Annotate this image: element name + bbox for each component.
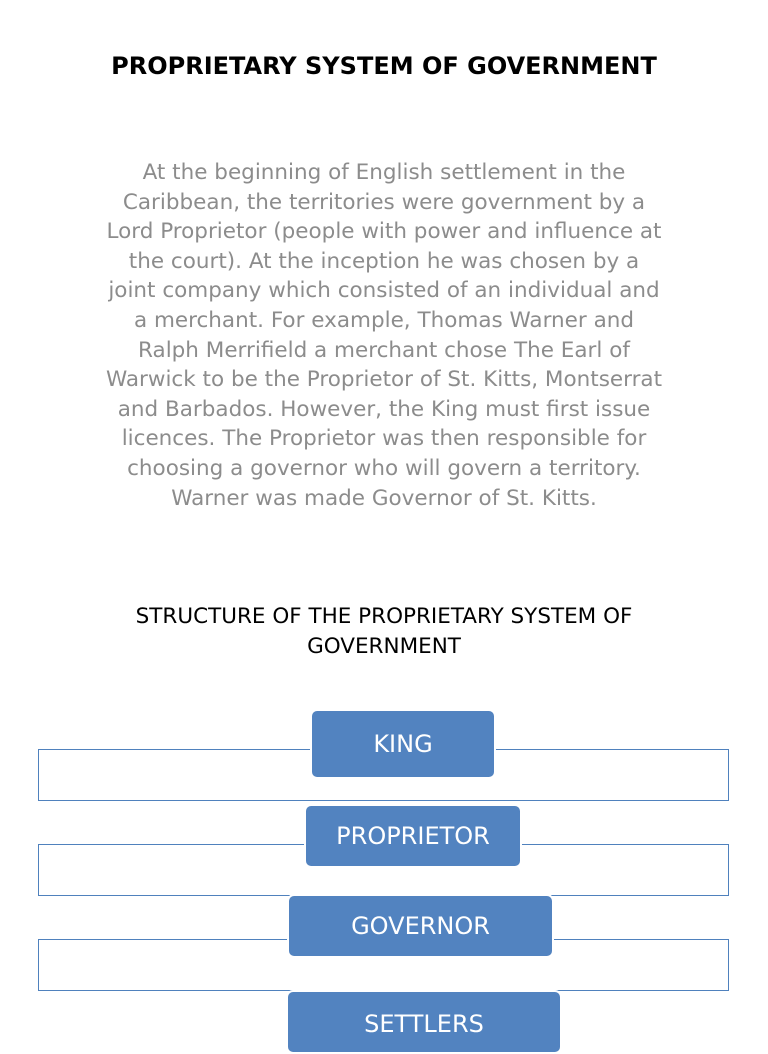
intro-line: Caribbean, the territories were government by a [122,189,646,215]
structure-heading [60,602,708,662]
intro-line: Ralph Merrifield a merchant chose The Earl of [138,337,630,363]
intro-line: joint company which consisted of an individual and [108,278,660,304]
structure-heading-line: GOVERNMENT [307,634,461,659]
intro-line: a merchant. For example, Thomas Warner and [133,307,635,333]
intro-line: licences. The Proprietor was then responsible for [121,426,647,452]
governor-box: GOVERNOR [287,894,554,958]
intro-line: Warwick to be the Proprietor of St. Kitts, Montserrat [105,367,663,393]
proprietor-box: PROPRIETOR [304,804,522,868]
page-title: PROPRIETARY SYSTEM OF GOVERNMENT [111,52,657,80]
intro-line: choosing a governor who will govern a territory. [127,455,641,481]
structure-heading-line: STRUCTURE OF THE PROPRIETARY SYSTEM OF [135,604,633,629]
king-box: KING [310,709,496,779]
settlers-box: SETTLERS [286,990,562,1054]
intro-line: the court). At the inception he was chosen by a [128,248,640,274]
intro-line: At the beginning of English settlement in the [142,160,626,185]
intro-line: Warner was made Governor of St. Kitts. [171,485,597,511]
intro-line: and Barbados. However, the King must first issue [117,396,651,422]
intro-line: Lord Proprietor (people with power and influence at [106,219,662,245]
intro-paragraph [56,158,712,513]
